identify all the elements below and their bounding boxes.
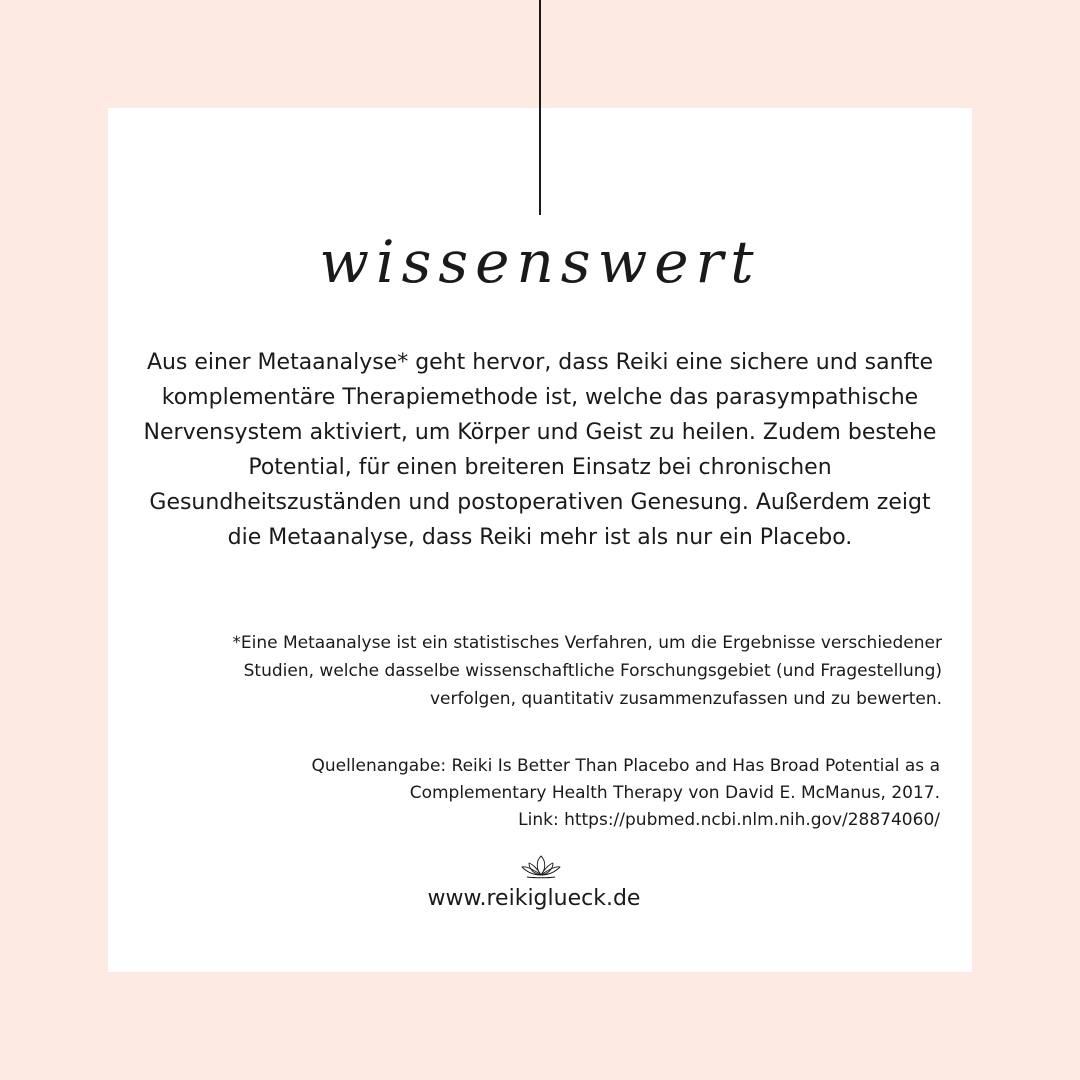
hanging-line (539, 0, 541, 215)
source-line-1: Quellenangabe: Reiki Is Better Than Placebo and Has Broad Potential as a (311, 756, 940, 776)
lotus-icon (519, 852, 563, 880)
source-link[interactable]: Link: https://pubmed.ncbi.nlm.nih.gov/28874060/ (518, 810, 940, 830)
main-paragraph: Aus einer Metaanalyse* geht hervor, dass Reiki eine sichere und sanfte komplementäre Therapiemethode ist, welche das parasympathische Nervensystem aktiviert, um Körper und Geist zu heilen. Zudem bestehe Potential, für einen breiteren Einsatz bei chronischen Gesundheitszuständen und postoperativen Genesung. Außerdem zeigt die Metaanalyse, dass Reiki mehr ist als nur ein Placebo. (143, 350, 937, 550)
source-citation (160, 753, 940, 834)
source-line-2: Complementary Health Therapy von David E. McManus, 2017. (409, 783, 940, 803)
footnote: *Eine Metaanalyse ist ein statistisches Verfahren, um die Ergebnisse verschiedener Studien, welche dasselbe wissenschaftliche Forschungsgebiet (und Fragestellung) verfolgen, quantitativ zusammenzufassen und zu bewerten. (232, 633, 942, 709)
website-link[interactable]: www.reikiglueck.de (427, 886, 641, 911)
page-title: wissenswert (319, 228, 761, 296)
